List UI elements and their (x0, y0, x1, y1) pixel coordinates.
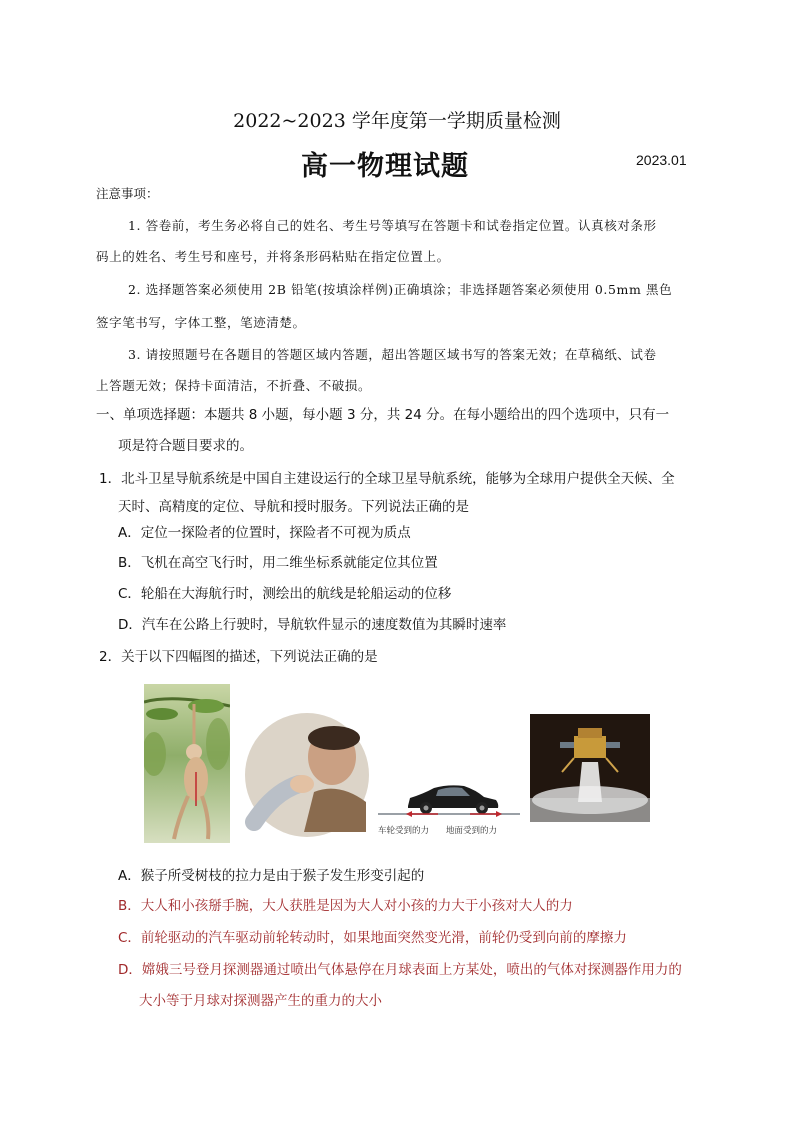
q1-option-b: B．飞机在高空飞行时，用二维坐标系就能定位其位置 (118, 555, 438, 571)
exam-date: 2023.01 (636, 152, 687, 168)
lander-illustration (530, 714, 650, 822)
q2-option-d-line-1: D．嫦娥三号登月探测器通过喷出气体悬停在月球表面上方某处，喷出的气体对探测器作用力的 (118, 962, 682, 978)
notes-title: 注意事项： (96, 186, 159, 201)
q2-option-b: B．大人和小孩掰手腕，大人获胜是因为大人对小孩的力大于小孩对大人的力 (118, 898, 573, 914)
exam-title: 高一物理试题 (301, 151, 469, 181)
car-illustration (378, 770, 520, 820)
arm-wrestling-illustration (244, 712, 370, 838)
car-label-wheel-force: 车轮受到的力 (378, 826, 430, 836)
lunar-lander-photo (530, 714, 650, 822)
note-2-line-1: 2. 选择题答案必须使用 2B 铅笔(按填涂样例)正确填涂；非选择题答案必须使用 0.5mm 黑色 (128, 282, 673, 297)
note-3-line-2: 上答题无效；保持卡面清洁，不折叠、不破损。 (96, 378, 372, 393)
note-1-line-1: 1. 答卷前，考生务必将自己的姓名、考生号等填写在答题卡和试卷指定位置。认真核对条形 (128, 218, 657, 233)
section-1-heading-line-1: 一、单项选择题：本题共 8 小题，每小题 3 分，共 24 分。在每小题给出的四个选项中，只有一 (96, 407, 670, 423)
q1-stem-line-1: 1．北斗卫星导航系统是中国自主建设运行的全球卫星导航系统，能够为全球用户提供全天候、全 (99, 471, 675, 487)
car-label-ground-force: 地面受到的力 (446, 826, 498, 836)
car-force-diagram (378, 770, 520, 840)
q2-stem: 2．关于以下四幅图的描述，下列说法正确的是 (99, 649, 378, 665)
q1-option-c: C．轮船在大海航行时，测绘出的航线是轮船运动的位移 (118, 586, 452, 602)
section-1-heading-line-2: 项是符合题目要求的。 (118, 438, 253, 454)
q2-option-d-line-2: 大小等于月球对探测器产生的重力的大小 (139, 993, 382, 1009)
arm-wrestling-photo (244, 712, 370, 838)
exam-term-heading: 2022~2023 学年度第一学期质量检测 (233, 110, 561, 132)
note-2-line-2: 签字笔书写，字体工整，笔迹清楚。 (96, 315, 306, 330)
monkey-photo (144, 684, 230, 843)
q1-option-d: D．汽车在公路上行驶时，导航软件显示的速度数值为其瞬时速率 (118, 617, 507, 633)
q1-option-a: A．定位一探险者的位置时，探险者不可视为质点 (118, 525, 411, 541)
q2-option-c: C．前轮驱动的汽车驱动前轮转动时，如果地面突然变光滑，前轮仍受到向前的摩擦力 (118, 930, 627, 946)
q2-option-a: A．猴子所受树枝的拉力是由于猴子发生形变引起的 (118, 868, 425, 884)
note-1-line-2: 码上的姓名、考生号和座号，并将条形码粘贴在指定位置上。 (96, 249, 450, 264)
note-3-line-1: 3. 请按照题号在各题目的答题区域内答题，超出答题区域书写的答案无效；在草稿纸、试卷 (128, 347, 657, 362)
monkey-illustration (144, 684, 230, 843)
q1-stem-line-2: 天时、高精度的定位、导航和授时服务。下列说法正确的是 (118, 499, 469, 515)
